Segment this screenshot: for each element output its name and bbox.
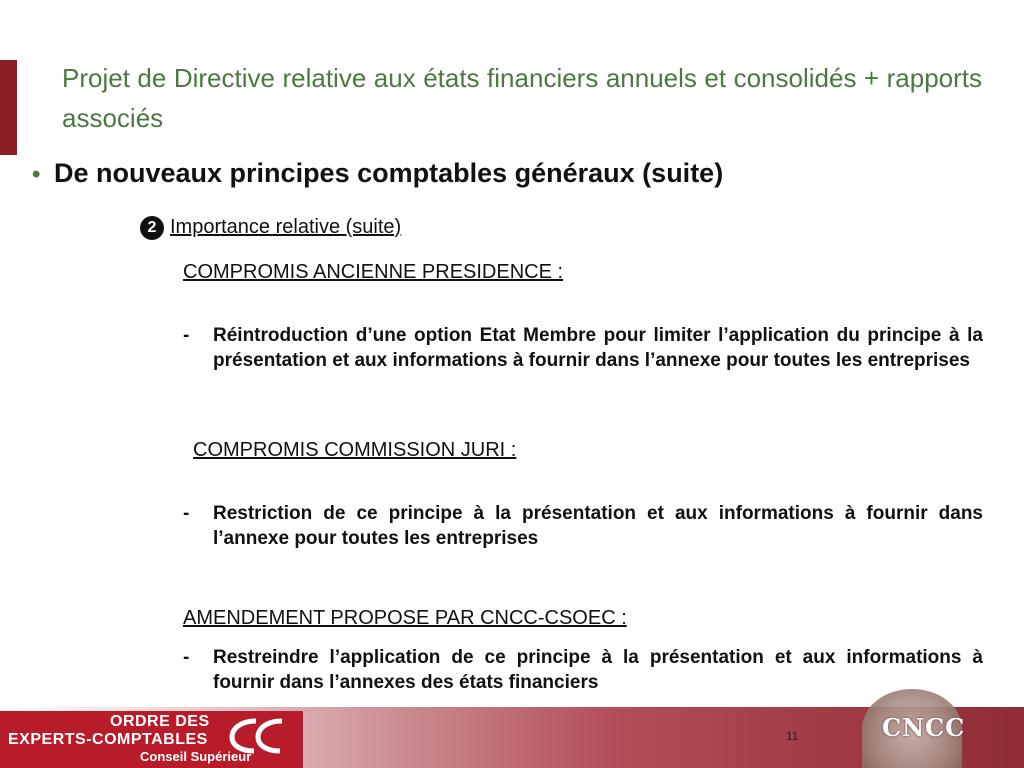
slide-title: Projet de Directive relative aux états financiers annuels et consolidés + rapports associés <box>62 63 982 133</box>
oec-logo-line2: EXPERTS-COMPTABLES <box>8 731 208 748</box>
section-item-text: Restreindre l’application de ce principe à la présentation et aux informations à fournir dans l’annexes des états financiers <box>213 647 983 693</box>
section-item-amendement <box>183 645 983 695</box>
dash-marker: - <box>183 503 190 524</box>
main-bullet-text: De nouveaux principes comptables généraux (suite) <box>54 158 724 188</box>
section-heading-ancienne-presidence: COMPROMIS ANCIENNE PRESIDENCE : <box>183 261 564 283</box>
section-item-ancienne-presidence <box>183 323 983 373</box>
section-item-commission-juri <box>183 501 983 551</box>
dash-marker: - <box>183 647 190 668</box>
number-2-circle-icon: 2 <box>140 216 164 240</box>
section-heading-amendement: AMENDEMENT PROPOSE PAR CNCC-CSOEC : <box>183 607 627 629</box>
oec-swoosh-icon <box>226 715 298 755</box>
oec-logo-line1: ORDRE DES <box>110 713 210 730</box>
bullet-dot-icon: • <box>32 161 41 188</box>
subheading <box>140 213 401 241</box>
section-item-text: Restriction de ce principe à la présentation et aux informations à fournir dans l’annexe pour toutes les entreprises <box>213 503 983 549</box>
page-number: 11 <box>786 729 799 743</box>
section-item-text: Réintroduction d’une option Etat Membre pour limiter l’application du principe à la présentation et aux informations à fournir dans l’annexe pour toutes les entreprises <box>213 325 983 371</box>
section-heading-commission-juri: COMPROMIS COMMISSION JURI : <box>193 439 517 461</box>
dash-marker: - <box>183 325 190 346</box>
oec-logo-line3: Conseil Supérieur <box>140 749 252 764</box>
subheading-text: Importance relative (suite) <box>170 216 402 238</box>
accent-bar <box>0 60 17 155</box>
oec-logo <box>0 711 303 768</box>
cncc-logo: CNCC <box>882 713 966 742</box>
main-bullet <box>32 155 723 193</box>
